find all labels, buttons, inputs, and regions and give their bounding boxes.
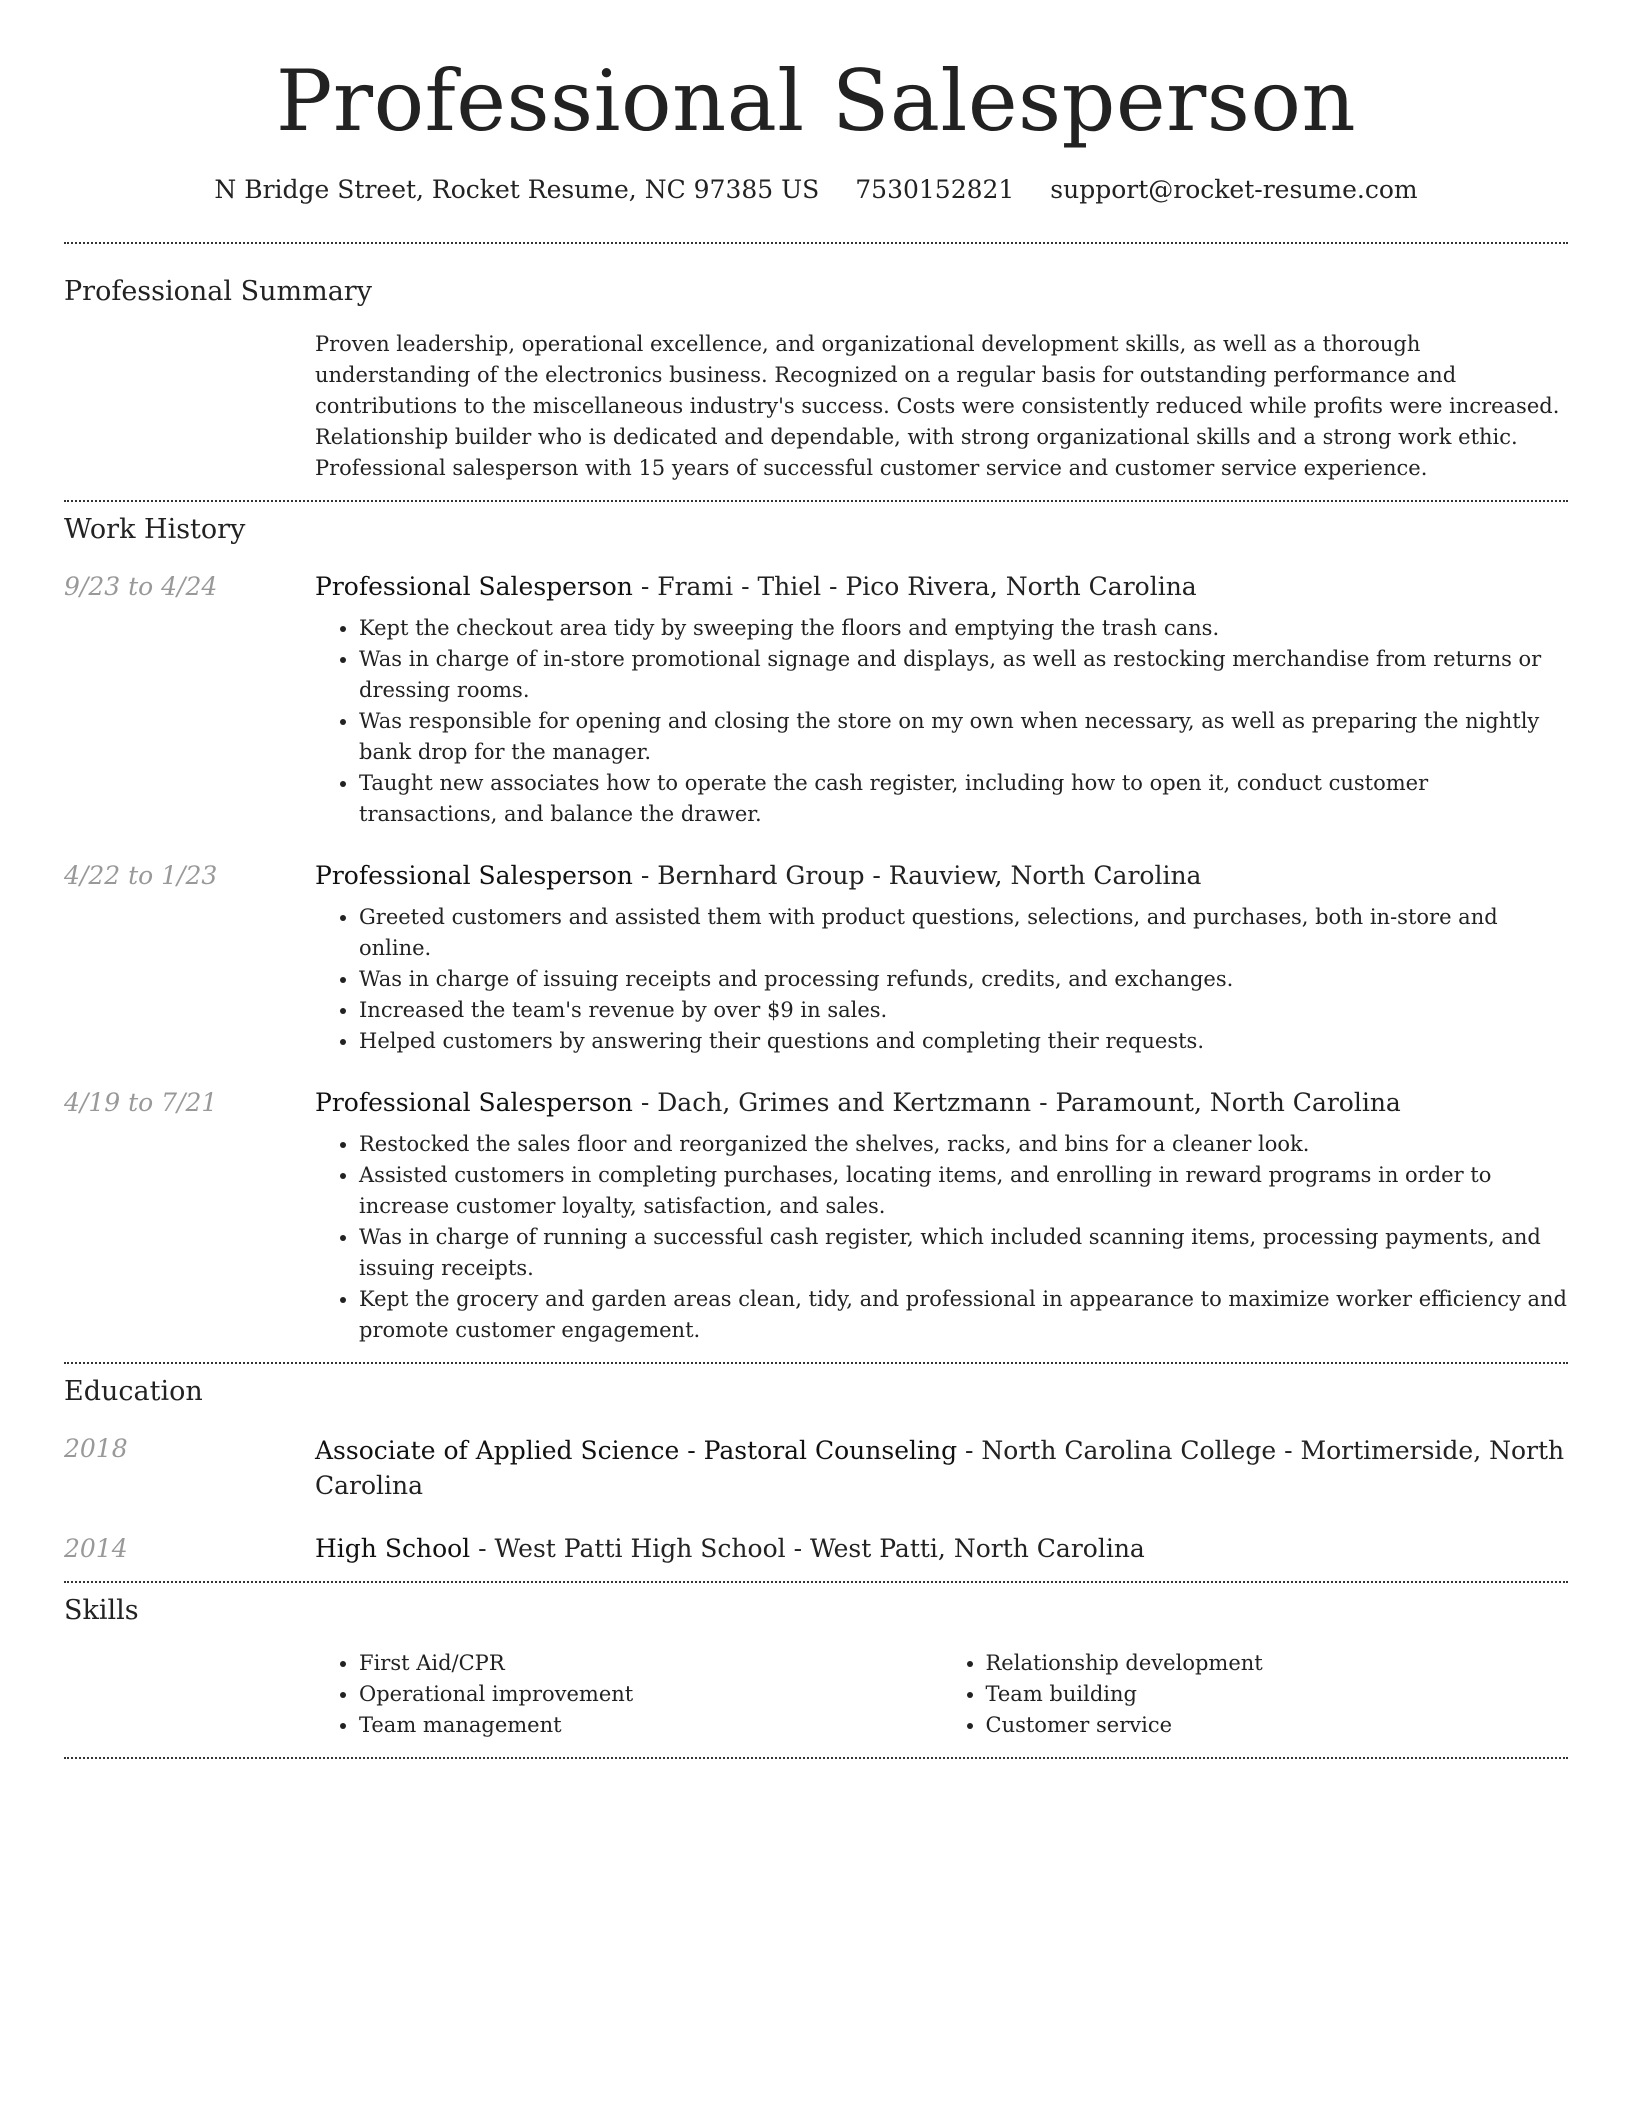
skill-item: • First Aid/CPR <box>359 1648 942 1679</box>
section-title-summary: Professional Summary <box>64 276 372 307</box>
list-item: • Was in charge of in-store promotional signage and displays, as well as restocking merchandise from returns or dressing rooms. <box>359 644 1568 706</box>
job-dates: 4/22 to 1/23 <box>64 861 218 890</box>
list-item: • Assisted customers in completing purchases, locating items, and enrolling in reward programs in order to increase customer loyalty, satisfaction, and sales. <box>359 1160 1568 1222</box>
list-item: • Was in charge of running a successful cash register, which included scanning items, processing payments, and issuing receipts. <box>359 1222 1568 1284</box>
job-title <box>315 1087 1568 1119</box>
education-school: - West Patti High School - West Patti, North Carolina <box>470 1534 1145 1563</box>
education-entry <box>64 1433 1568 1503</box>
work-history-section <box>64 502 1568 1362</box>
job-employer: - Frami - Thiel - Pico Rivera, North Carolina <box>632 572 1197 601</box>
skills-section <box>64 1583 1568 1757</box>
skills-list <box>315 1648 1568 1741</box>
skills-column-left <box>315 1648 942 1741</box>
job-employer: - Dach, Grimes and Kertzmann - Paramount, North Carolina <box>632 1088 1401 1117</box>
education-section <box>64 1364 1568 1581</box>
resume-name: Professional Salesperson <box>275 52 1357 150</box>
contact-line <box>64 174 1568 206</box>
education-year: 2018 <box>64 1434 128 1463</box>
summary-section <box>64 244 1568 500</box>
contact-address: N Bridge Street, Rocket Resume, NC 97385 US <box>214 175 820 204</box>
job-title <box>315 571 1568 603</box>
contact-email: support@rocket-resume.com <box>1050 175 1418 204</box>
job-entry <box>64 571 1568 830</box>
list-item: • Was responsible for opening and closing the store on my own when necessary, as well as preparing the nightly bank drop for the manager. <box>359 706 1568 768</box>
job-dates: 4/19 to 7/21 <box>64 1088 218 1117</box>
list-item: • Greeted customers and assisted them with product questions, selections, and purchases, both in-store and online. <box>359 902 1568 964</box>
section-title-education: Education <box>64 1376 203 1407</box>
skill-item: • Operational improvement <box>359 1679 942 1710</box>
list-item: • Helped customers by answering their questions and completing their requests. <box>359 1026 1568 1057</box>
skill-item: • Team management <box>359 1710 942 1741</box>
education-entry <box>64 1533 1568 1565</box>
job-role: Professional Salesperson <box>315 861 633 890</box>
section-title-skills: Skills <box>64 1595 139 1626</box>
education-title <box>315 1433 1568 1503</box>
list-item: • Kept the grocery and garden areas clean, tidy, and professional in appearance to maximize worker efficiency and promote customer engagement. <box>359 1284 1568 1346</box>
job-duties <box>315 613 1568 830</box>
skill-item: • Customer service <box>986 1710 1569 1741</box>
education-title <box>315 1533 1568 1565</box>
contact-phone: 7530152821 <box>855 175 1015 204</box>
skills-column-right <box>942 1648 1569 1741</box>
job-entry <box>64 1087 1568 1346</box>
education-degree: Associate of Applied Science - Pastoral Counseling <box>315 1436 958 1465</box>
section-title-work-history: Work History <box>64 514 246 545</box>
job-duties <box>315 1129 1568 1346</box>
job-role: Professional Salesperson <box>315 1088 633 1117</box>
list-item: • Was in charge of issuing receipts and processing refunds, credits, and exchanges. <box>359 964 1568 995</box>
job-dates: 9/23 to 4/24 <box>64 572 218 601</box>
education-degree: High School <box>315 1534 471 1563</box>
education-school: - North Carolina College - Mortimerside, North Carolina <box>315 1436 1565 1500</box>
skill-item: • Team building <box>986 1679 1569 1710</box>
divider <box>64 1757 1568 1759</box>
job-title <box>315 860 1568 892</box>
education-year: 2014 <box>64 1534 128 1563</box>
skill-item: • Relationship development <box>986 1648 1569 1679</box>
list-item: • Kept the checkout area tidy by sweeping the floors and emptying the trash cans. <box>359 613 1568 644</box>
list-item: • Increased the team's revenue by over $9 in sales. <box>359 995 1568 1026</box>
job-role: Professional Salesperson <box>315 572 633 601</box>
summary-text: Proven leadership, operational excellence, and organizational development skills, as well as a thorough understanding of the electronics business. Recognized on a regular basis for outstanding performance and contributions to the miscellaneous industry's success. Costs were consistently reduced while profits were increased. Relationship builder who is dedicated and dependable, with strong organizational skills and a strong work ethic. Professional salesperson with 15 years of successful customer service and customer service experience. <box>315 332 1560 480</box>
list-item: • Restocked the sales floor and reorganized the shelves, racks, and bins for a cleaner look. <box>359 1129 1568 1160</box>
job-employer: - Bernhard Group - Rauview, North Carolina <box>632 861 1202 890</box>
job-duties <box>315 902 1568 1057</box>
list-item: • Taught new associates how to operate the cash register, including how to open it, conduct customer transactions, and balance the drawer. <box>359 768 1568 830</box>
job-entry <box>64 860 1568 1057</box>
